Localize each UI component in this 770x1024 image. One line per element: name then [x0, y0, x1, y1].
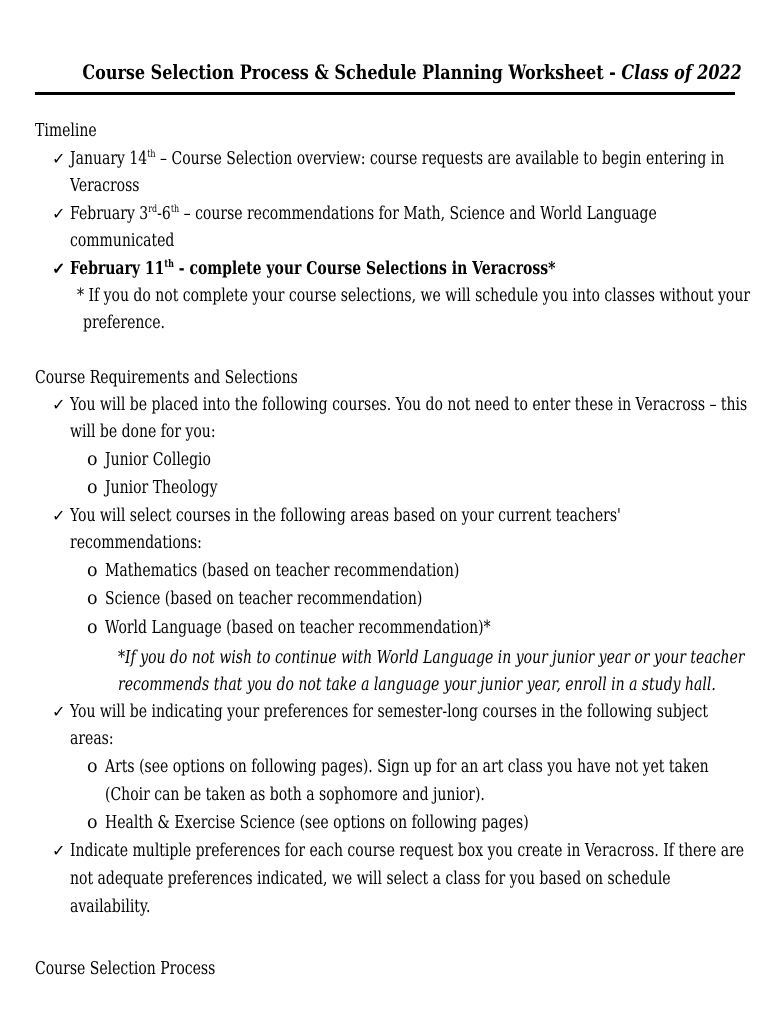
requirement-item-2-cont: recommendations: [70, 533, 202, 553]
bullet-icon: o [87, 589, 98, 609]
check-icon: ✓ [52, 149, 66, 168]
requirement-item-2: You will select courses in the following areas based on your current teachers' [70, 506, 621, 526]
requirement-item-1: You will be placed into the following courses. You do not need to enter these in Veracross – this [70, 395, 748, 415]
bullet-icon: o [87, 561, 98, 581]
check-icon: ✓ [52, 841, 66, 860]
requirement-item-4-cont: availability. [70, 897, 151, 917]
world-language-note: *If you do not wish to continue with World Language in your junior year or your teacher [118, 648, 745, 668]
list-item-cont: (Choir can be taken as both a sophomore and junior). [105, 785, 485, 805]
world-language-note-cont: recommends that you do not take a language your junior year, enroll in a study hall. [118, 675, 716, 695]
timeline-item-2-cont: communicated [70, 231, 175, 251]
list-item: World Language (based on teacher recommendation)* [105, 618, 491, 638]
bullet-icon: o [87, 478, 98, 498]
check-icon: ✓ [52, 259, 66, 278]
bullet-icon: o [87, 757, 98, 777]
timeline-note: * If you do not complete your course selections, we will schedule you into classes without your [77, 286, 751, 306]
check-icon: ✓ [52, 204, 66, 223]
list-item: Science (based on teacher recommendation) [105, 589, 423, 609]
bullet-icon: o [87, 618, 98, 638]
list-item: Mathematics (based on teacher recommendation) [105, 561, 460, 581]
title-class-year: Class of 2022 [621, 60, 742, 84]
check-icon: ✓ [52, 702, 66, 721]
timeline-item-2: February 3rd-6th – course recommendations for Math, Science and World Language [70, 204, 657, 224]
list-item: Arts (see options on following pages). Sign up for an art class you have not yet taken [105, 757, 709, 777]
requirements-heading: Course Requirements and Selections [35, 368, 298, 388]
timeline-item-3-deadline: February 11th - complete your Course Selections in Veracross* [70, 259, 556, 279]
list-item: Junior Collegio [105, 450, 211, 470]
check-icon: ✓ [52, 395, 66, 414]
timeline-note-cont: preference. [83, 313, 165, 333]
requirement-item-4-cont: not adequate preferences indicated, we will select a class for you based on schedule [70, 869, 671, 889]
list-item: Junior Theology [105, 478, 218, 498]
timeline-item-1-cont: Veracross [70, 176, 140, 196]
requirement-item-3: You will be indicating your preferences for semester-long courses in the following subject [70, 702, 708, 722]
list-item: Health & Exercise Science (see options on following pages) [105, 813, 529, 833]
check-icon: ✓ [52, 506, 66, 525]
requirement-item-4: Indicate multiple preferences for each course request box you create in Veracross. If there are [70, 841, 745, 861]
process-heading: Course Selection Process [35, 959, 216, 979]
page-title: Course Selection Process & Schedule Planning Worksheet - Class of 2022 [82, 60, 742, 84]
timeline-heading: Timeline [35, 121, 97, 141]
bullet-icon: o [87, 450, 98, 470]
requirement-item-1-cont: will be done for you: [70, 422, 216, 442]
requirement-item-3-cont: areas: [70, 729, 114, 749]
title-divider [35, 92, 735, 95]
timeline-item-1: January 14th – Course Selection overview: course requests are available to begin entering in [70, 149, 725, 169]
bullet-icon: o [87, 813, 98, 833]
